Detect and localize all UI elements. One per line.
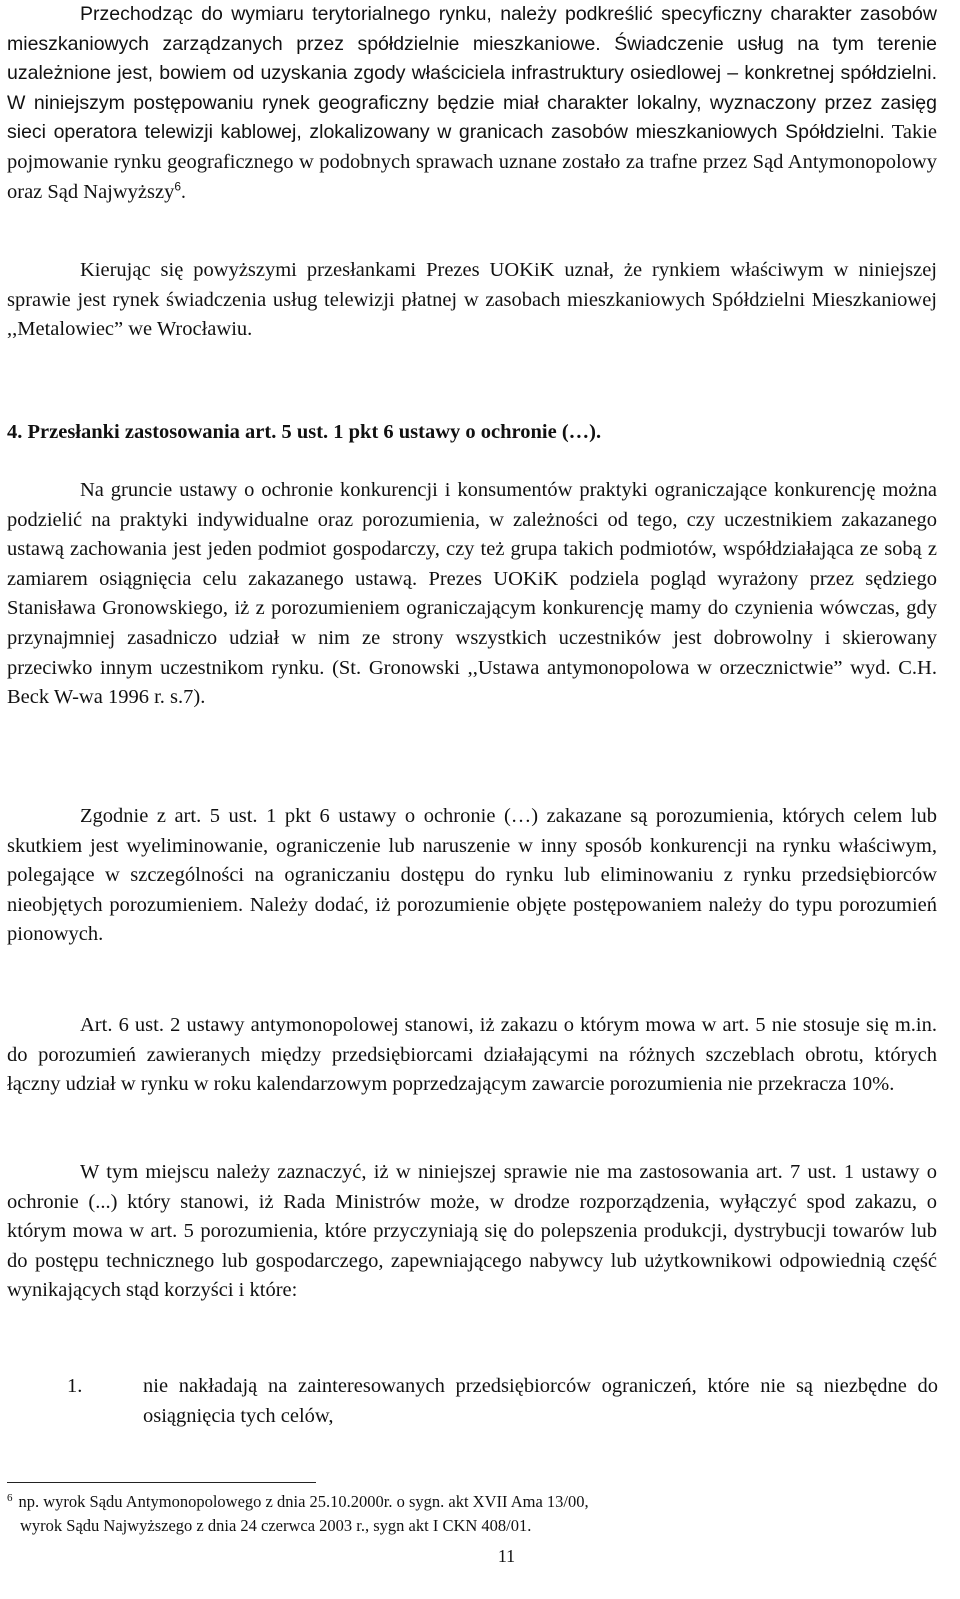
footnote-line-2: wyrok Sądu Najwyższego z dnia 24 czerwca 2003 r., sygn akt I CKN 408/01. <box>20 1516 532 1535</box>
section-heading: 4. Przesłanki zastosowania art. 5 ust. 1 pkt 6 ustawy o ochronie (…). <box>7 421 602 443</box>
paragraph-art5: Zgodnie z art. 5 ust. 1 pkt 6 ustawy o ochronie (…) zakazane są porozumienia, których celem lub skutkiem jest wyeliminowanie, ograniczenie lub naruszenie w inny sposób konkurencji na rynku właściwym, polegające w szczególności na ograniczaniu dostępu do rynku lub eliminowaniu z rynku przedsiębiorców nieobjętych porozumieniem. Należy dodać, iż porozumienie objęte postępowaniem należy do typu porozumień pionowych. <box>7 805 937 946</box>
paragraph-text-serif: Takie pojmowanie rynku geograficznego w podobnych sprawach uznane zostało za trafne przez Sąd Antymonopolowy oraz Sąd Najwyższy <box>7 121 937 203</box>
paragraph-market-territory <box>7 0 937 207</box>
list-item-number: 1. <box>67 1375 83 1397</box>
paragraph-art7: W tym miejscu należy zaznaczyć, iż w niniejszej sprawie nie ma zastosowania art. 7 ust. 1 ustawy o ochronie (...) który stanowi, iż Rada Ministrów może, w drodze rozporządzenia, wyłączyć spod zakazu, o którym mowa w art. 5 porozumienia, które przyczyniają się do polepszenia produkcji, dystrybucji towarów lub do postępu technicznego lub gospodarczego, zapewniającego nabywcy lub użytkownikowi odpowiednią część wynikających stąd korzyści i które: <box>7 1161 937 1302</box>
footnote-mark: 6 <box>7 1491 13 1504</box>
paragraph-text: Przechodząc do wymiaru terytorialnego rynku, należy podkreślić specyficzny charakter zasobów mieszkaniowych zarządzanych przez spółdzielnie mieszkaniowe. Świadczenie usług na tym terenie uzależnione jest, bowiem od uzyskania zgody właściciela infrastruktury osiedlowej – konkretnej spółdzielni. W niniejszym postępowaniu rynek geograficzny będzie miał charakter lokalny, wyznaczony przez zasięg sieci operatora telewizji kablowej, zlokalizowany w granicach zasobów mieszkaniowych Spółdzielni. <box>7 3 937 144</box>
paragraph-art6: Art. 6 ust. 2 ustawy antymonopolowej stanowi, iż zakazu o którym mowa w art. 5 nie stosuje się m.in. do porozumień zawieranych między przedsiębiorcami działającymi na różnych szczeblach obrotu, których łączny udział w rynku w roku kalendarzowym poprzedzającym zawarcie porozumienia nie przekracza 10%. <box>7 1014 937 1096</box>
paragraph-end: . <box>181 181 186 203</box>
footnote-divider <box>7 1482 316 1483</box>
footnote <box>7 1490 937 1538</box>
list-item-text: nie nakładają na zainteresowanych przedsiębiorców ograniczeń, które nie są niezbędne do osiągnięcia tych celów, <box>143 1375 938 1427</box>
paragraph-relevant-market: Kierując się powyższymi przesłankami Prezes UOKiK uznał, że rynkiem właściwym w niniejszej sprawie jest rynek świadczenia usług telewizji płatnej w zasobach mieszkaniowych Spółdzielni Mieszkaniowej ,,Metalowiec” we Wrocławiu. <box>7 259 937 341</box>
footnote-reference: 6 <box>174 179 182 194</box>
footnote-line-1: np. wyrok Sądu Antymonopolowego z dnia 25.10.2000r. o sygn. akt XVII Ama 13/00, <box>18 1492 589 1511</box>
page-number: 11 <box>497 1546 516 1566</box>
paragraph-agreements: Na gruncie ustawy o ochronie konkurencji i konsumentów praktyki ograniczające konkurencję można podzielić na praktyki indywidualne oraz porozumienia, w zależności od tego, czy uczestnikiem zakazanego ustawą zachowania jest jeden podmiot gospodarczy, czy też grupa takich podmiotów, współdziałająca ze sobą z zamiarem osiągnięcia celu zakazanego ustawą. Prezes UOKiK podziela pogląd wyrażony przez sędziego Stanisława Gronowskiego, iż z porozumieniem ograniczającym konkurencję mamy do czynienia wówczas, gdy przynajmniej zasadniczo udział w nim ze strony wszystkich uczestników jest dobrowolny i skierowany przeciwko innym uczestnikom rynku. (St. Gronowski ,,Ustawa antymonopolowa w orzecznictwie” wyd. C.H. Beck W-wa 1996 r. s.7). <box>7 479 937 709</box>
